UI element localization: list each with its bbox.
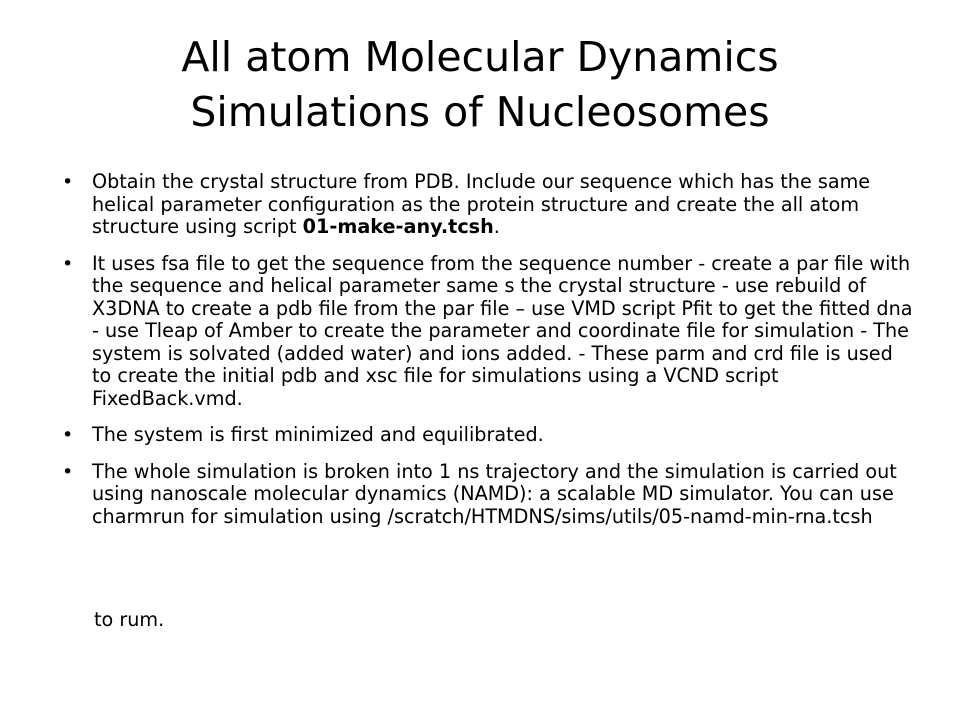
bullet-text-part: Obtain the crystal structure from PDB. Include our sequence which has the same helical parameter configuration as the protein structure and create the all atom structure using script [92,170,871,238]
trailing-text: to rum. [94,608,165,631]
bullet-text-end: . [493,215,500,238]
bullet-text: The system is first minimized and equilibrated. [92,423,544,446]
bullet-item-obtain-structure [62,171,914,239]
bullet-text: The whole simulation is broken into 1 ns trajectory and the simulation is carried out using nanoscale molecular dynamics (NAMD): a scalable MD simulator. You can use charmrun for simulation using /scratch/HTMDNS/sims/utils/05-namd-min-rna.tcsh [92,459,897,528]
slide-title-line-1: All atom Molecular Dynamics [181,33,779,81]
bullet-item-minimized [62,424,914,447]
bullet-dot-icon: • [62,460,74,483]
bullet-dot-icon: • [62,252,74,275]
bullet-dot-icon: • [62,424,74,446]
script-name-bold: 01-make-any.tcsh [302,215,494,238]
bullet-list [62,171,914,542]
slide-title-line-2: Simulations of Nucleosomes [190,88,770,136]
bullet-text: It uses fsa file to get the sequence from the sequence number - create a par file with the sequence and helical parameter same s the crystal structure - use rebuild of X3DNA to create a pdb file from the par file – use VMD script Pfit to get the fitted dna - use Tleap of Amber to create the parameter and coordinate file for simulation - The system is solvated (added water) and ions added. - These parm and crd file is used to create the initial pdb and xsc file for simulations using a VCND script FixedBack.vmd. [92,251,913,410]
slide-title [60,30,900,140]
bullet-item-pipeline [62,253,914,411]
bullet-item-simulation [62,461,914,529]
bullet-dot-icon: • [62,171,74,193]
